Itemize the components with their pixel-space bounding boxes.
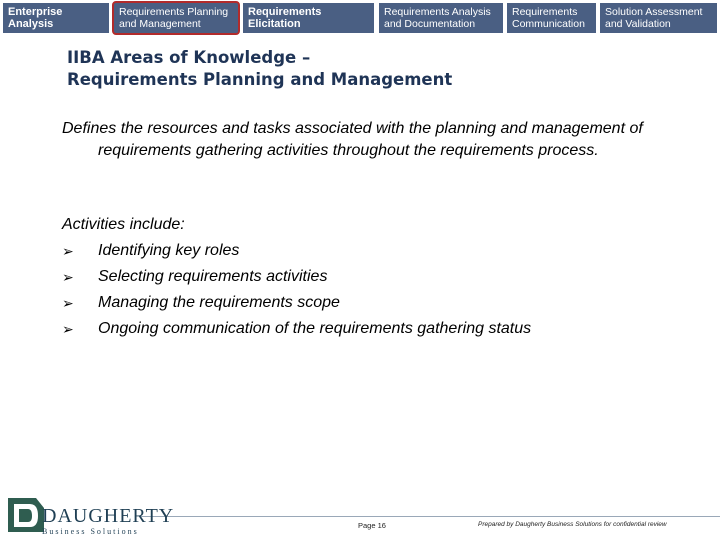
page-number: Page 16	[358, 521, 386, 530]
logo-wordmark: DAUGHERTY	[42, 505, 175, 527]
tab-label: Solution Assessment and Validation	[605, 5, 703, 30]
list-item	[62, 316, 662, 342]
tab-label: Requirements Elicitation	[248, 5, 322, 30]
arrow-bullet-icon: ➢	[62, 243, 74, 259]
arrow-bullet-icon: ➢	[62, 269, 74, 285]
slide-title: IIBA Areas of Knowledge – Requirements Planning and Management	[67, 48, 453, 89]
description-block	[62, 118, 662, 162]
tab-label: Requirements Analysis and Documentation	[384, 5, 491, 30]
activity-text: Ongoing communication of the requirements gathering status	[98, 320, 532, 337]
tab-requirements-elicitation[interactable]	[243, 3, 374, 33]
activity-text: Selecting requirements activities	[98, 268, 328, 285]
tab-label: Requirements Planning and Management	[119, 5, 229, 30]
list-item	[62, 290, 662, 316]
activity-text: Identifying key roles	[98, 242, 240, 259]
confidentiality-note: Prepared by Daugherty Business Solutions for confidential review	[478, 521, 667, 528]
tab-enterprise-analysis[interactable]	[3, 3, 109, 33]
description-text: Defines the resources and tasks associated with the planning and management of requirements gathering activities throughout the requirements process.	[62, 120, 643, 159]
list-item	[62, 264, 662, 290]
tab-label: Requirements Communication	[512, 5, 585, 30]
tab-requirements-planning[interactable]	[112, 1, 240, 35]
list-item	[62, 238, 662, 264]
tab-solution-assessment[interactable]	[600, 3, 717, 33]
activity-text: Managing the requirements scope	[98, 294, 340, 311]
footer-divider	[140, 516, 720, 517]
arrow-bullet-icon: ➢	[62, 295, 74, 311]
tab-requirements-communication[interactable]	[507, 3, 596, 33]
arrow-bullet-icon: ➢	[62, 321, 74, 337]
activities-list	[62, 212, 662, 342]
tab-label: Enterprise Analysis	[8, 5, 63, 30]
tab-requirements-analysis[interactable]	[379, 3, 503, 33]
knowledge-area-tabs	[0, 0, 720, 38]
logo-tagline: Business Solutions	[42, 527, 139, 536]
activities-heading: Activities include:	[62, 216, 185, 233]
